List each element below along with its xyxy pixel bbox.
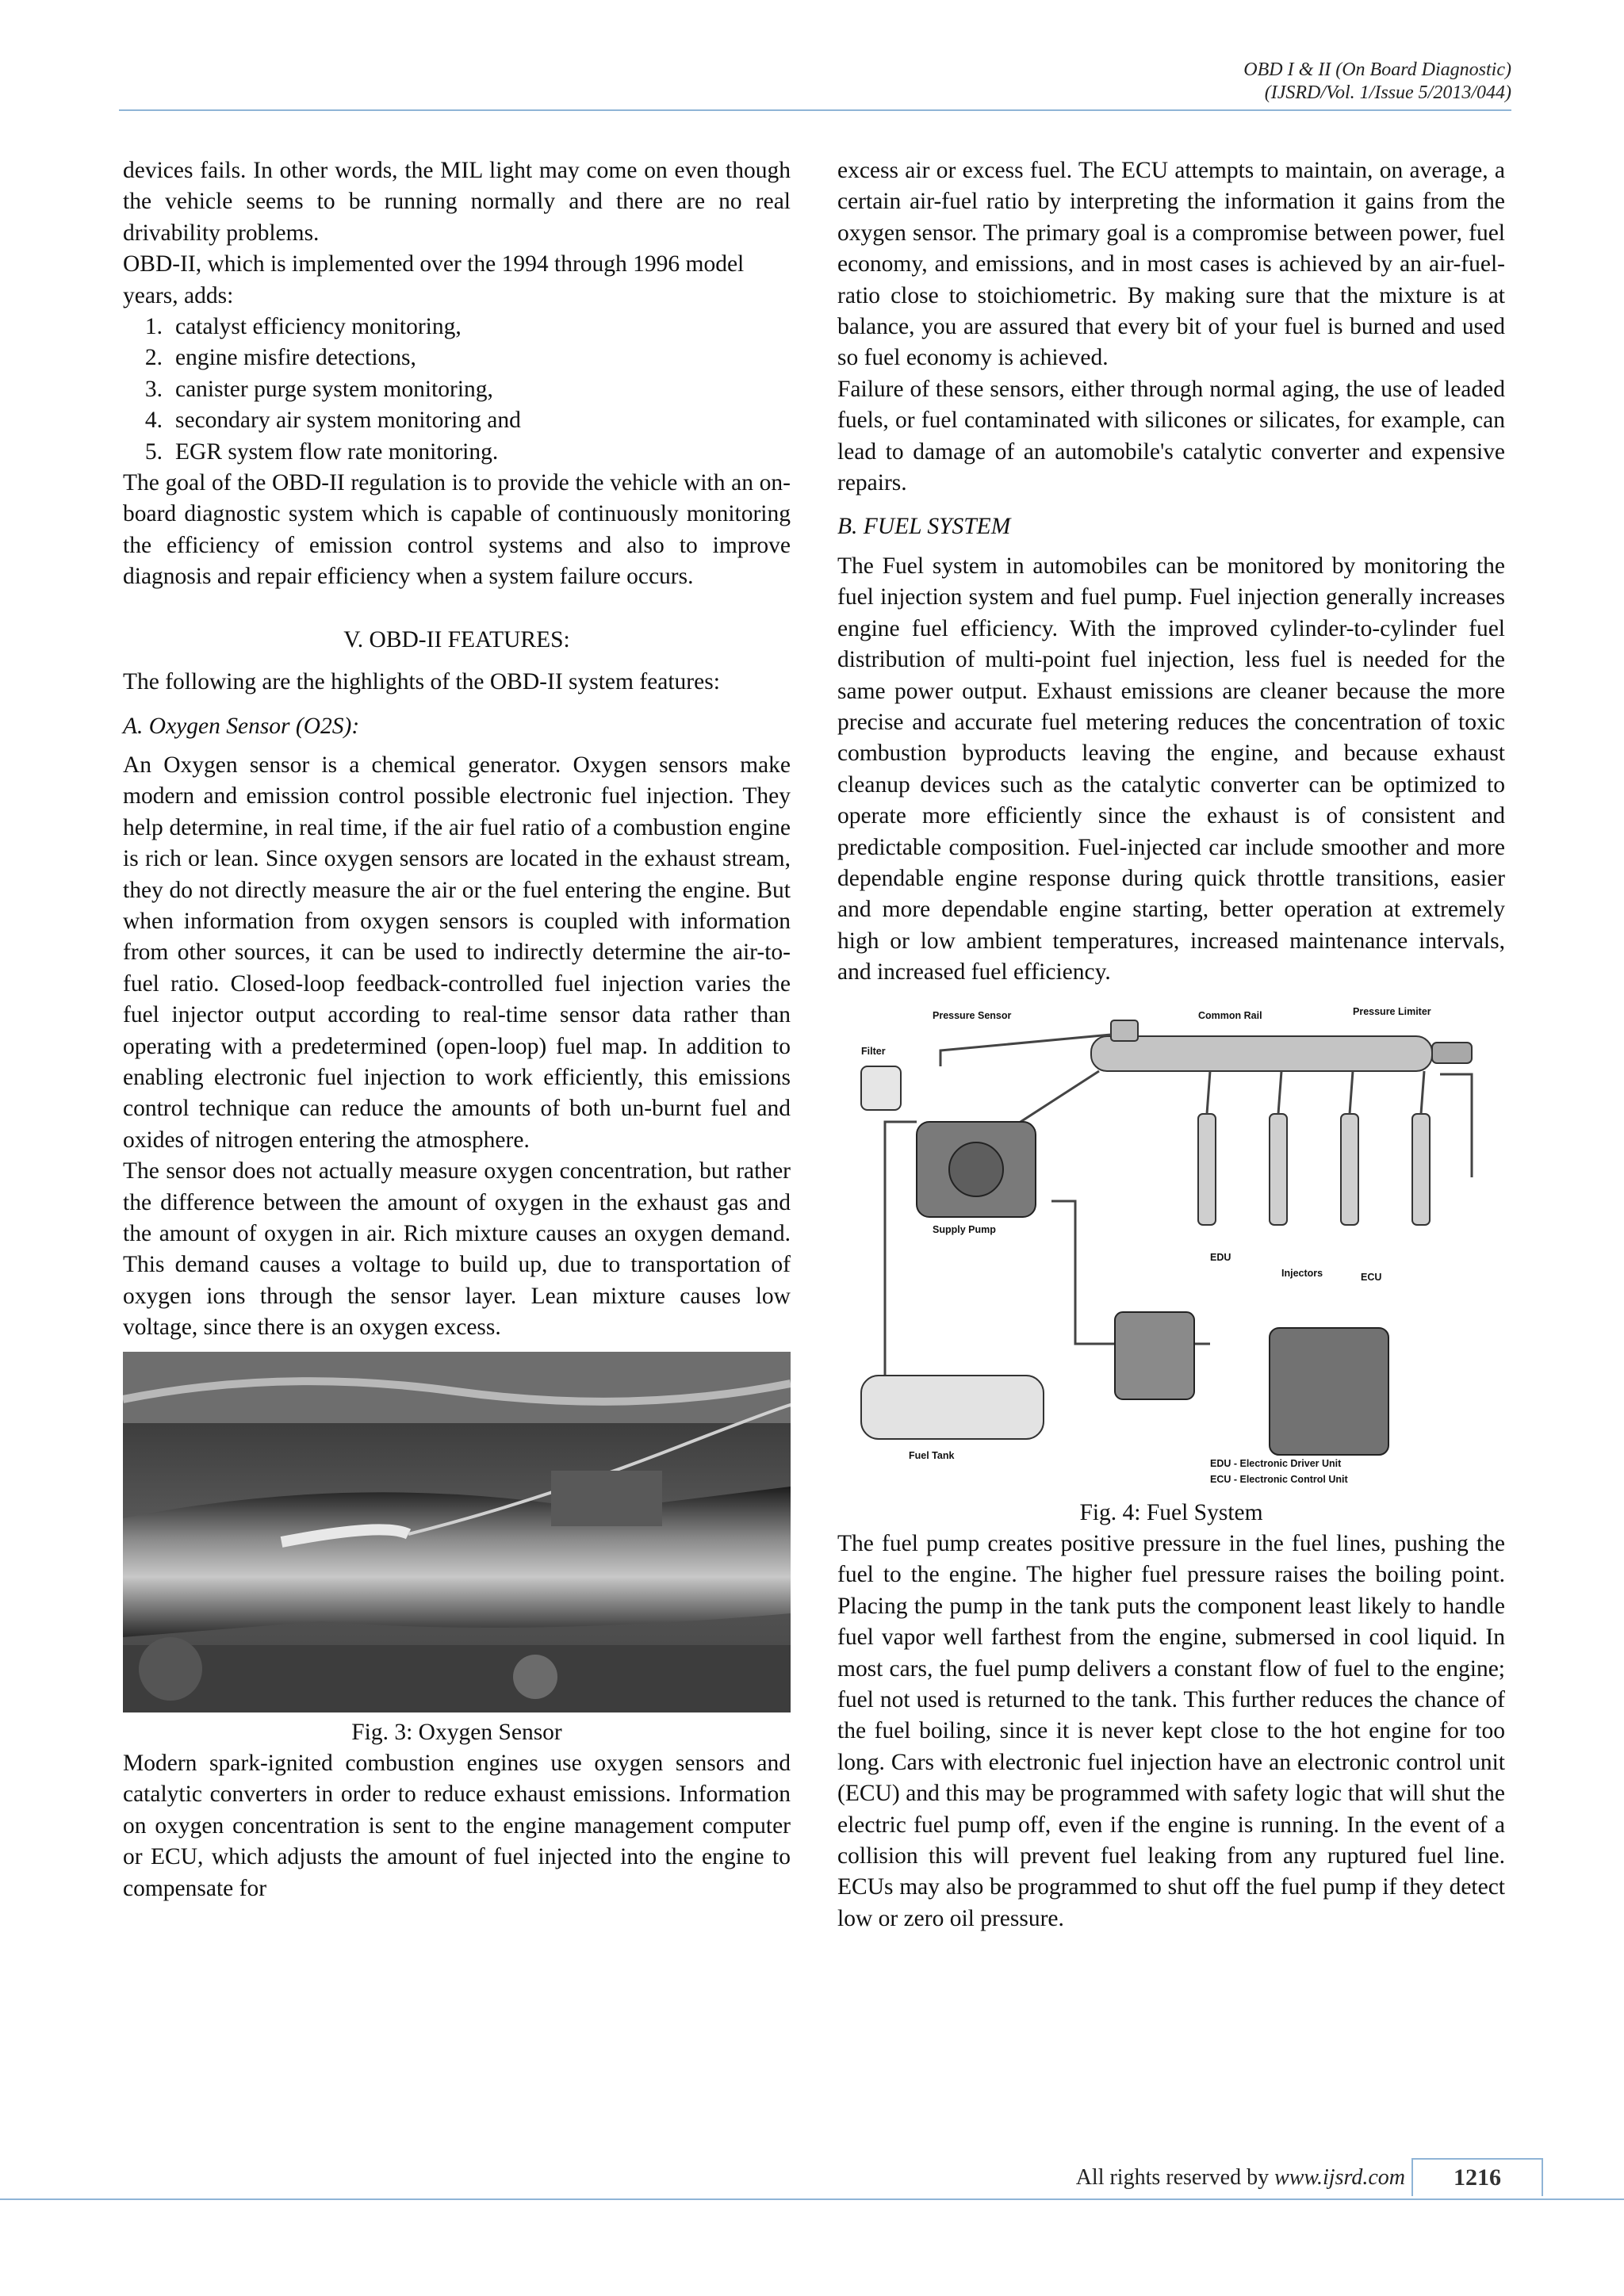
header-title: OBD I & II (On Board Diagnostic) bbox=[1243, 59, 1511, 80]
paragraph: The sensor does not actually measure oxygen concentration, but rather the difference between the amount of oxygen in the exhaust gas and the amount of oxygen in air. Rich mixture causes an oxygen demand. This demand causes a voltage to build up, due to transportation of oxygen ions through the sensor layer. Lean mixture causes low voltage, since there is an oxygen excess. bbox=[123, 1158, 791, 1341]
paragraph: The following are the highlights of the OBD-II system features: bbox=[123, 669, 720, 695]
subsection-heading: A. Oxygen Sensor (O2S): bbox=[123, 713, 360, 739]
list-item bbox=[123, 312, 791, 342]
oxygen-sensor-photo bbox=[123, 1352, 791, 1712]
fuel-system-diagram bbox=[837, 1003, 1505, 1487]
paragraph: The fuel pump creates positive pressure in the fuel lines, pushing the fuel to the engine. The higher fuel pressure raises the boiling point. Placing the pump in the tank puts the component least likely to handle fuel vapor well farthest from the engine, submersed in cool liquid. In most cars, the fuel pump delivers a constant flow of fuel to the engine; fuel not used is returned to the tank. This further reduces the chance of the fuel boiling, since it is never kept close to the hot engine for too long. Cars with electronic fuel injection have an electronic control unit (ECU) and this may be programmed with safety logic that will shut the electric fuel pump off, even if the engine is running. In the event of a collision this will prevent fuel leaking from any ruptured fuel line. ECUs may also be programmed to shut off the fuel pump if they detect low or zero oil pressure. bbox=[837, 1530, 1505, 1931]
list-text: secondary air system monitoring and bbox=[175, 408, 521, 434]
label-filter: Filter bbox=[861, 1045, 886, 1057]
label-injectors: Injectors bbox=[1281, 1267, 1323, 1279]
list-text: EGR system flow rate monitoring. bbox=[175, 438, 499, 465]
list-text: catalyst efficiency monitoring, bbox=[175, 314, 462, 340]
paragraph: OBD-II, which is implemented over the 1994 through 1996 model years, adds: bbox=[123, 251, 745, 308]
list-number: 1 . bbox=[145, 312, 172, 342]
list-item bbox=[123, 437, 791, 468]
list-number: 4 . bbox=[145, 405, 172, 436]
header-volume: (IJSRD/Vol. 1/Issue 5/2013/044) bbox=[1264, 82, 1511, 103]
running-header bbox=[1243, 59, 1511, 105]
paragraph: devices fails. In other words, the MIL light may come on even though the vehicle seems to be running normally and there are no real drivability problems. bbox=[123, 158, 791, 246]
paragraph: The goal of the OBD-II regulation is to provide the vehicle with an on-board diagnostic system which is capable of continuously monitoring the efficiency of emission control systems and also to improve diagnosis and repair efficiency when a system failure occurs. bbox=[123, 470, 791, 590]
label-pressure-sensor: Pressure Sensor bbox=[933, 1009, 1012, 1021]
label-ecu: ECU bbox=[1361, 1271, 1382, 1283]
left-column bbox=[123, 155, 791, 1904]
header-rule bbox=[119, 109, 1511, 111]
list-item bbox=[123, 405, 791, 436]
fuel-system-illustration bbox=[837, 1003, 1505, 1487]
footer-website-link[interactable]: www.ijsrd.com bbox=[1274, 2165, 1405, 2190]
right-column bbox=[837, 155, 1505, 1934]
page-number: 1216 bbox=[1411, 2158, 1543, 2196]
list-text: canister purge system monitoring, bbox=[175, 376, 493, 402]
list-number: 5 . bbox=[145, 437, 172, 468]
subsection-heading: B. FUEL SYSTEM bbox=[837, 514, 1011, 540]
legend-ecu: ECU - Electronic Control Unit bbox=[1210, 1473, 1348, 1485]
label-common-rail: Common Rail bbox=[1198, 1009, 1262, 1021]
list-number: 2 . bbox=[145, 342, 172, 373]
label-fuel-tank: Fuel Tank bbox=[909, 1449, 955, 1461]
footer-rights bbox=[1076, 2165, 1405, 2191]
list-item bbox=[123, 342, 791, 373]
paragraph: The Fuel system in automobiles can be monitored by monitoring the fuel injection system and fuel pump. Fuel injection generally increases engine fuel efficiency. With the improved cylinder-to-cylinder fuel distribution of multi-point fuel injection, less fuel is needed for the same power output. Exhaust emissions are cleaner because the more precise and accurate fuel metering reduces the concentration of toxic combustion byproducts leaving the engine, and because exhaust cleanup devices such as the catalytic converter can be optimized to operate more efficiently since the exhaust is of consistent and predictable composition. Fuel-injected car include smoother and more dependable engine response during quick throttle transitions, easier and more dependable engine starting, better operation at extremely high or low ambient temperatures, increased maintenance intervals, and increased fuel efficiency. bbox=[837, 553, 1505, 985]
figure-4-caption: Fig. 4: Fuel System bbox=[1079, 1499, 1263, 1525]
paragraph: An Oxygen sensor is a chemical generator. Oxygen sensors make modern and emission control possible electronic fuel injection. They help determine, in real time, if the air fuel ratio of a combustion engine is rich or lean. Since oxygen sensors are located in the exhaust stream, they do not directly measure the air or the fuel entering the engine. But when information from oxygen sensors is coupled with information from other sources, it can be used to indirectly determine the air-to-fuel ratio. Closed-loop feedback-controlled fuel injection varies the fuel injector output according to real-time sensor data rather than operating with a predetermined (open-loop) fuel map. In addition to enabling electronic fuel injection to work efficiently, this emissions control technique can reduce the amounts of both un-burnt fuel and oxides of nitrogen entering the atmosphere. bbox=[123, 752, 791, 1153]
legend-edu: EDU - Electronic Driver Unit bbox=[1210, 1457, 1342, 1469]
list-text: engine misfire detections, bbox=[175, 345, 416, 371]
label-edu: EDU bbox=[1210, 1251, 1231, 1263]
list-number: 3 . bbox=[145, 374, 172, 405]
paragraph: excess air or excess fuel. The ECU attempts to maintain, on average, a certain air-fuel ratio by interpreting the information it gains from the oxygen sensor. The primary goal is a compromise between power, fuel economy, and emissions, and in most cases is achieved by an air-fuel-ratio close to stoichiometric. By making sure that the mixture is at balance, you are assured that every bit of your fuel is burned and used so fuel economy is achieved. bbox=[837, 158, 1505, 371]
obd2-additions-list bbox=[123, 312, 791, 468]
figure-3-caption: Fig. 3: Oxygen Sensor bbox=[351, 1719, 562, 1745]
oxygen-sensor-image bbox=[123, 1352, 791, 1712]
section-heading: V. OBD-II FEATURES: bbox=[343, 626, 570, 652]
paragraph: Modern spark-ignited combustion engines use oxygen sensors and catalytic converters in order to reduce exhaust emissions. Information on oxygen concentration is sent to the engine management computer or ECU, which adjusts the amount of fuel injected into the engine to compensate for bbox=[123, 1751, 791, 1901]
label-pressure-limiter: Pressure Limiter bbox=[1353, 1005, 1431, 1017]
list-item bbox=[123, 374, 791, 405]
footer-rights-text: All rights reserved by bbox=[1075, 2165, 1270, 2190]
footer-rule bbox=[0, 2198, 1624, 2200]
label-supply-pump: Supply Pump bbox=[933, 1223, 996, 1235]
paragraph: Failure of these sensors, either through normal aging, the use of leaded fuels, or fuel contaminated with silicones or silicates, for example, can lead to damage of an automobile's catalytic converter and expensive repairs. bbox=[837, 376, 1505, 496]
